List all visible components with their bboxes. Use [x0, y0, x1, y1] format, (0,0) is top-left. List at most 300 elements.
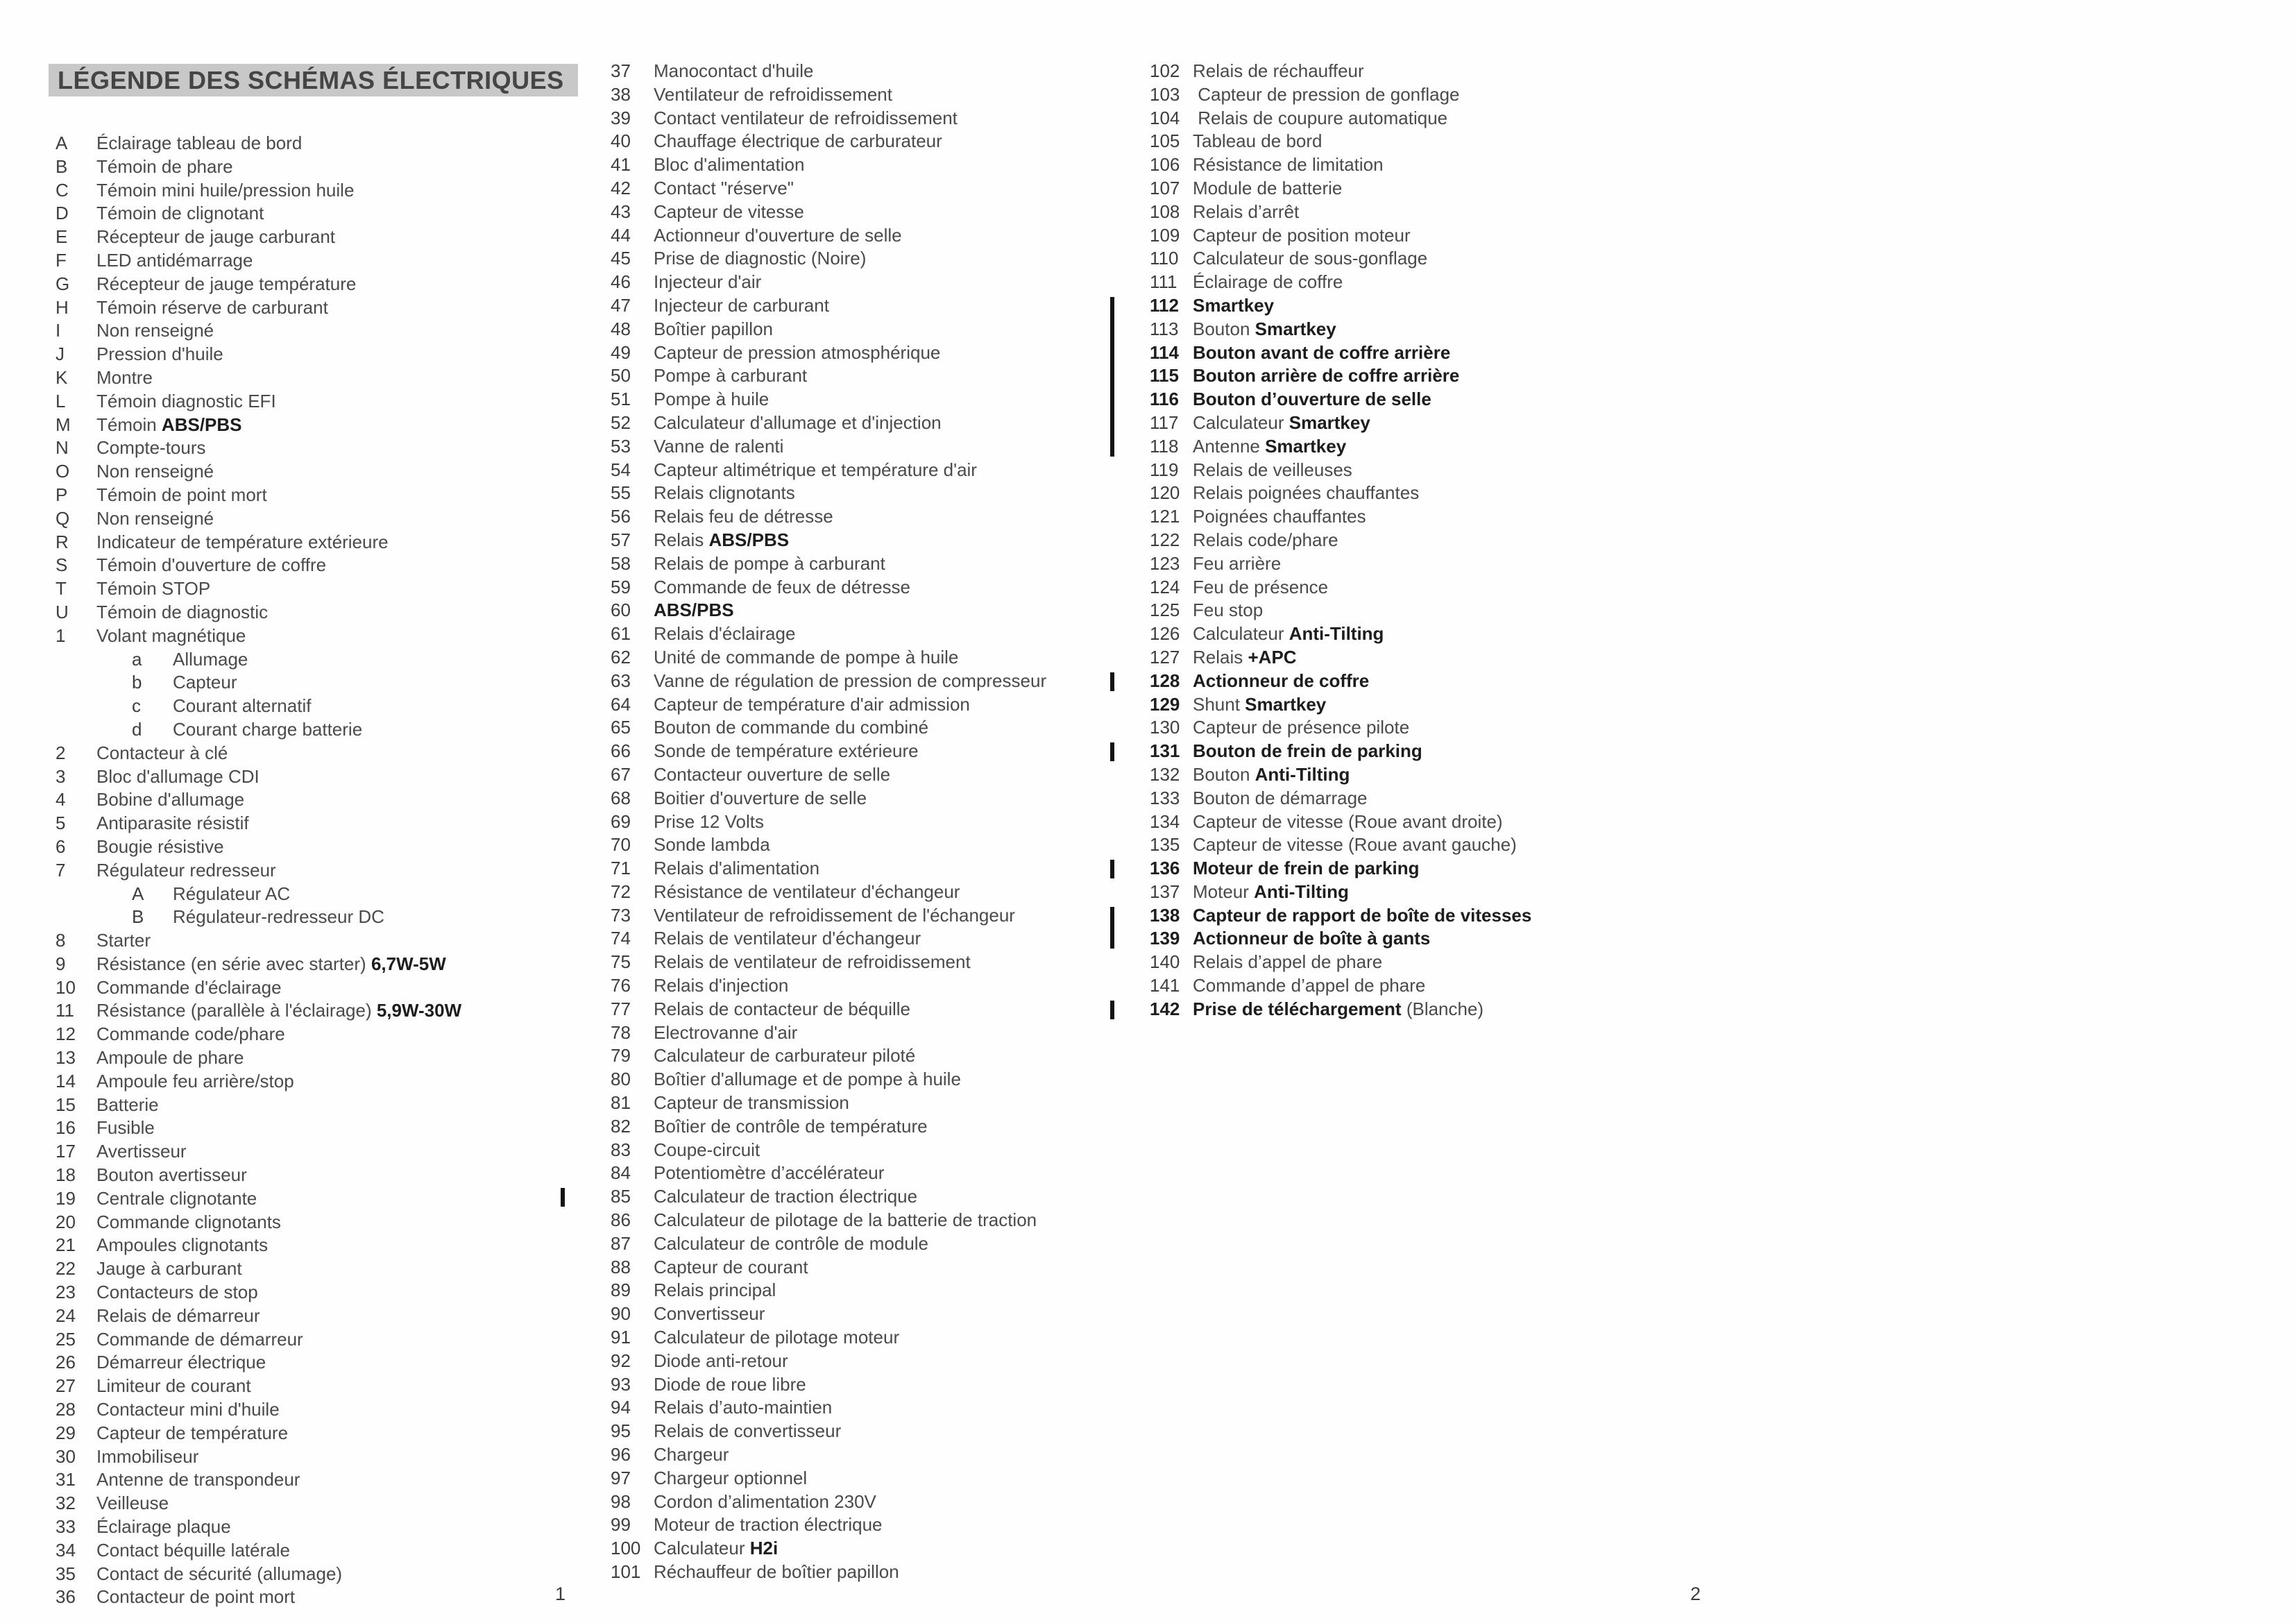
legend-item-79: [611, 1044, 1138, 1068]
item-number: 128: [1150, 670, 1180, 691]
item-number: 50: [611, 365, 631, 386]
item-label: Témoin de point mort: [96, 484, 267, 505]
item-number: 46: [611, 271, 631, 293]
item-number: 90: [611, 1303, 631, 1325]
legend-item-128: [1150, 670, 1691, 693]
item-label: Ampoule feu arrière/stop: [96, 1070, 294, 1091]
item-label: Shunt Smartkey: [1193, 693, 1327, 715]
item-label: Contact de sécurité (allumage): [96, 1563, 343, 1584]
legend-item-26: [56, 1351, 583, 1375]
item-label: Bougie résistive: [96, 835, 224, 857]
item-number: 108: [1150, 201, 1180, 222]
legend-item-R: [56, 531, 583, 554]
item-label: Contact "réserve": [654, 177, 794, 198]
item-label: Contact ventilateur de refroidissement: [654, 107, 958, 128]
legend-item-A: [56, 132, 583, 155]
item-number: 7: [56, 859, 66, 881]
item-label: Capteur de position moteur: [1193, 224, 1411, 246]
legend-item-6: [56, 835, 583, 859]
item-number: 64: [611, 693, 631, 715]
item-label: Ventilateur de refroidissement de l'échangeur: [654, 904, 1015, 926]
item-number: D: [56, 203, 69, 224]
legend-item-94: [611, 1396, 1138, 1420]
legend-item-B: [56, 155, 583, 179]
item-number: 43: [611, 201, 631, 222]
item-label: Antenne Smartkey: [1193, 435, 1347, 457]
item-number: R: [56, 531, 69, 552]
item-label: Compte-tours: [96, 437, 206, 459]
legend-item-11: [56, 999, 583, 1023]
legend-item-95: [611, 1420, 1138, 1443]
legend-item-116: [1150, 388, 1691, 411]
item-label: Allumage: [173, 648, 248, 670]
legend-item-124: [1150, 576, 1691, 600]
legend-item-46: [611, 271, 1138, 294]
legend-item-139: [1150, 927, 1691, 951]
item-label: Relais d'injection: [654, 975, 789, 996]
item-label: Bloc d'alimentation: [654, 154, 805, 176]
legend-item-105: [1150, 130, 1691, 153]
item-number: 131: [1150, 740, 1180, 762]
item-number: 3: [56, 765, 66, 787]
item-number: 106: [1150, 154, 1180, 176]
item-number: 32: [56, 1493, 76, 1514]
item-label: Coupe-circuit: [654, 1139, 760, 1160]
item-label: Contacteurs de stop: [96, 1282, 258, 1303]
item-label: Témoin diagnostic EFI: [96, 390, 276, 411]
item-number: 87: [611, 1232, 631, 1254]
item-label: Relais d'alimentation: [654, 858, 820, 879]
legend-item-T: [56, 577, 583, 601]
item-label: Poignées chauffantes: [1193, 506, 1366, 527]
item-label: Éclairage plaque: [96, 1516, 231, 1538]
item-number: d: [132, 718, 142, 740]
item-label: Bouton Smartkey: [1193, 318, 1336, 339]
item-label: Capteur de transmission: [654, 1092, 849, 1114]
legend-item-102: [1150, 60, 1691, 83]
item-number: 45: [611, 248, 631, 269]
item-number: K: [56, 366, 68, 388]
legend-item-I: [56, 319, 583, 343]
item-number: 10: [56, 976, 76, 998]
legend-item-131: [1150, 740, 1691, 763]
item-label: Prise de diagnostic (Noire): [654, 248, 867, 269]
item-label: Injecteur de carburant: [654, 294, 829, 316]
item-label: Feu arrière: [1193, 552, 1282, 574]
change-bar: [1110, 367, 1114, 391]
item-label: Relais d’appel de phare: [1193, 951, 1383, 973]
item-label: Feu stop: [1193, 600, 1264, 621]
item-label: Récepteur de jauge carburant: [96, 226, 336, 248]
item-label: Jauge à carburant: [96, 1258, 242, 1280]
item-number: 77: [611, 998, 631, 1019]
item-label: Calculateur de carburateur piloté: [654, 1045, 916, 1067]
item-number: 85: [611, 1186, 631, 1207]
item-number: 17: [56, 1141, 76, 1162]
legend-item-70: [611, 833, 1138, 857]
item-label: Capteur de pression de gonflage: [1193, 83, 1460, 105]
item-label: Boîtier d'allumage et de pompe à huile: [654, 1069, 961, 1090]
legend-item-K: [56, 366, 583, 390]
legend-item-85: [611, 1185, 1138, 1209]
page-number-right: 2: [1690, 1583, 1701, 1604]
legend-item-15: [56, 1094, 583, 1117]
item-label: Bouton de frein de parking: [1193, 740, 1422, 762]
legend-item-41: [611, 153, 1138, 177]
legend-item-E: [56, 226, 583, 249]
legend-item-127: [1150, 646, 1691, 670]
item-label: Convertisseur: [654, 1303, 765, 1325]
item-number: 125: [1150, 600, 1180, 621]
item-label: Témoin ABS/PBS: [96, 414, 242, 435]
item-label: Contacteur de point mort: [96, 1586, 296, 1608]
item-number: 119: [1150, 459, 1179, 480]
item-label: Boitier d'ouverture de selle: [654, 787, 867, 808]
legend-item-65: [611, 716, 1138, 740]
item-number: 114: [1150, 341, 1179, 363]
legend-item-20: [56, 1211, 583, 1234]
legend-item-120: [1150, 482, 1691, 505]
item-number: O: [56, 461, 70, 482]
item-number: 98: [611, 1490, 631, 1512]
legend-column-1: [56, 132, 583, 1609]
item-label: Témoin de phare: [96, 155, 233, 177]
legend-item-89: [611, 1279, 1138, 1302]
legend-item-101: [611, 1561, 1138, 1584]
item-label: Relais de ventilateur de refroidissement: [654, 951, 971, 973]
item-number: 54: [611, 459, 631, 480]
legend-item-75: [611, 951, 1138, 974]
change-bar: [1110, 321, 1114, 345]
legend-item-Q: [56, 507, 583, 531]
item-label: Relais de convertisseur: [654, 1420, 842, 1442]
legend-item-110: [1150, 247, 1691, 271]
legend-item-40: [611, 130, 1138, 153]
change-bar: [1110, 907, 1114, 931]
page-number-left: 1: [555, 1583, 566, 1604]
item-label: Calculateur d'allumage et d'injection: [654, 411, 942, 433]
item-number: 49: [611, 341, 631, 363]
item-number: A: [132, 883, 144, 904]
legend-item-60: [611, 599, 1138, 622]
item-number: 78: [611, 1021, 631, 1043]
legend-item-61: [611, 622, 1138, 646]
item-label: Vanne de régulation de pression de compresseur: [654, 670, 1047, 691]
legend-item-108: [1150, 201, 1691, 224]
legend-item-28: [56, 1398, 583, 1422]
legend-item-81: [611, 1091, 1138, 1115]
item-number: 88: [611, 1256, 631, 1277]
legend-item-114: [1150, 341, 1691, 365]
legend-item-22: [56, 1257, 583, 1281]
legend-item-73: [611, 904, 1138, 928]
legend-item-47: [611, 294, 1138, 318]
legend-item-104: [1150, 107, 1691, 130]
item-label: Relais clignotants: [654, 482, 795, 504]
legend-item-H: [56, 296, 583, 320]
item-label: Commande d'éclairage: [96, 976, 282, 998]
item-label: LED antidémarrage: [96, 249, 253, 271]
legend-item-56: [611, 505, 1138, 529]
item-number: 121: [1150, 506, 1180, 527]
item-number: 61: [611, 623, 631, 645]
item-label: Commande de feux de détresse: [654, 576, 910, 597]
legend-item-25: [56, 1328, 583, 1352]
item-number: N: [56, 437, 69, 459]
legend-item-d: [56, 718, 583, 742]
item-number: 22: [56, 1258, 76, 1280]
item-label: Relais de réchauffeur: [1193, 60, 1364, 81]
legend-item-113: [1150, 318, 1691, 341]
item-number: 142: [1150, 998, 1180, 1019]
change-bar: [1110, 1001, 1114, 1019]
item-label: Capteur altimétrique et température d'air: [654, 459, 977, 480]
legend-item-50: [611, 364, 1138, 388]
item-number: 30: [56, 1445, 76, 1467]
item-label: Chargeur optionnel: [654, 1467, 808, 1488]
page-title: LÉGENDE DES SCHÉMAS ÉLECTRIQUES: [49, 64, 578, 96]
change-bar: [561, 1188, 565, 1207]
legend-item-36: [56, 1586, 583, 1609]
item-label: Moteur Anti-Tilting: [1193, 881, 1349, 902]
item-number: 118: [1150, 435, 1179, 457]
item-number: 93: [611, 1373, 631, 1395]
item-number: 116: [1150, 389, 1179, 410]
item-label: Éclairage de coffre: [1193, 271, 1343, 293]
item-number: 109: [1150, 224, 1180, 246]
item-label: Relais code/phare: [1193, 529, 1338, 550]
item-number: 141: [1150, 975, 1180, 996]
item-number: 6: [56, 835, 66, 857]
legend-item-134: [1150, 810, 1691, 834]
legend-item-135: [1150, 833, 1691, 857]
item-label: Résistance (parallèle à l'éclairage) 5,9W-30W: [96, 1000, 462, 1021]
item-number: 104: [1150, 107, 1180, 128]
legend-item-86: [611, 1209, 1138, 1232]
item-label: Régulateur redresseur: [96, 859, 276, 881]
legend-item-S: [56, 554, 583, 577]
item-label: Volant magnétique: [96, 624, 246, 646]
item-number: 81: [611, 1092, 631, 1114]
legend-item-122: [1150, 529, 1691, 552]
legend-item-32: [56, 1492, 583, 1515]
item-number: 42: [611, 177, 631, 198]
item-number: 31: [56, 1469, 76, 1490]
item-label: Moteur de frein de parking: [1193, 858, 1420, 879]
item-label: Veilleuse: [96, 1493, 169, 1514]
item-label: Indicateur de température extérieure: [96, 531, 389, 552]
item-number: 126: [1150, 623, 1180, 645]
item-number: C: [56, 179, 69, 201]
item-number: 52: [611, 411, 631, 433]
legend-item-82: [611, 1115, 1138, 1139]
item-number: 12: [56, 1023, 76, 1045]
legend-item-64: [611, 693, 1138, 717]
item-label: Bouton de commande du combiné: [654, 717, 929, 738]
item-number: 5: [56, 813, 66, 834]
item-label: Diode anti-retour: [654, 1350, 788, 1371]
legend-item-117: [1150, 411, 1691, 435]
item-number: B: [132, 906, 144, 928]
item-number: 95: [611, 1420, 631, 1442]
item-label: Relais +APC: [1193, 646, 1297, 668]
item-label: Témoin réserve de carburant: [96, 296, 328, 318]
item-number: 24: [56, 1305, 76, 1326]
item-label: Commande de démarreur: [96, 1328, 303, 1350]
legend-item-M: [56, 414, 583, 437]
legend-item-54: [611, 459, 1138, 482]
item-label: Pompe à carburant: [654, 365, 808, 386]
item-label: Calculateur H2i: [654, 1538, 779, 1559]
item-label: Relais ABS/PBS: [654, 529, 790, 550]
legend-item-G: [56, 273, 583, 296]
item-number: 38: [611, 83, 631, 105]
legend-item-C: [56, 179, 583, 203]
item-number: 69: [611, 810, 631, 832]
item-number: 29: [56, 1422, 76, 1443]
item-number: 80: [611, 1069, 631, 1090]
item-number: 127: [1150, 646, 1180, 668]
legend-item-137: [1150, 881, 1691, 904]
item-label: Relais de coupure automatique: [1193, 107, 1448, 128]
item-label: Bouton avant de coffre arrière: [1193, 341, 1451, 363]
item-label: Sonde de température extérieure: [654, 740, 919, 762]
legend-item-71: [611, 857, 1138, 881]
item-label: Démarreur électrique: [96, 1352, 266, 1373]
item-number: A: [56, 133, 68, 153]
item-label: Calculateur Smartkey: [1193, 411, 1370, 433]
legend-item-44: [611, 224, 1138, 248]
item-label: Résistance de limitation: [1193, 154, 1384, 176]
legend-item-29: [56, 1422, 583, 1445]
legend-item-132: [1150, 763, 1691, 787]
legend-item-13: [56, 1046, 583, 1070]
legend-item-76: [611, 974, 1138, 998]
item-number: 66: [611, 740, 631, 762]
legend-item-31: [56, 1468, 583, 1492]
legend-item-83: [611, 1139, 1138, 1162]
item-number: 60: [611, 600, 631, 621]
item-label: Capteur: [173, 672, 237, 693]
item-number: 94: [611, 1397, 631, 1418]
item-label: Éclairage tableau de bord: [96, 133, 303, 153]
item-number: L: [56, 390, 66, 411]
item-label: Fusible: [96, 1117, 155, 1139]
item-number: 8: [56, 930, 66, 951]
legend-item-N: [56, 436, 583, 460]
item-label: Unité de commande de pompe à huile: [654, 646, 959, 668]
legend-item-140: [1150, 951, 1691, 974]
item-label: Bobine d'allumage: [96, 789, 245, 810]
item-label: Contacteur ouverture de selle: [654, 763, 891, 785]
legend-item-D: [56, 202, 583, 226]
legend-item-58: [611, 552, 1138, 576]
legend-item-98: [611, 1490, 1138, 1514]
item-number: 113: [1150, 318, 1179, 339]
item-number: 102: [1150, 60, 1180, 81]
item-number: Q: [56, 507, 70, 529]
item-label: Témoin de clignotant: [96, 203, 264, 224]
item-number: I: [56, 320, 61, 341]
item-number: 37: [611, 60, 631, 81]
legend-item-67: [611, 763, 1138, 787]
item-number: M: [56, 414, 71, 435]
item-label: Commande d’appel de phare: [1193, 975, 1426, 996]
legend-item-23: [56, 1281, 583, 1305]
item-number: 34: [56, 1539, 76, 1561]
legend-item-4: [56, 788, 583, 812]
item-label: Vanne de ralenti: [654, 435, 784, 457]
legend-item-B: [56, 906, 583, 929]
item-label: Prise 12 Volts: [654, 810, 764, 832]
item-number: 99: [611, 1514, 631, 1536]
item-label: Manocontact d'huile: [654, 60, 814, 81]
item-number: J: [56, 343, 65, 365]
item-label: Calculateur de traction électrique: [654, 1186, 918, 1207]
item-label: Bloc d'allumage CDI: [96, 765, 260, 787]
change-bar: [1110, 930, 1114, 949]
item-number: 139: [1150, 928, 1180, 949]
item-number: E: [56, 226, 68, 248]
item-label: Cordon d’alimentation 230V: [654, 1490, 876, 1512]
legend-item-78: [611, 1021, 1138, 1045]
legend-item-99: [611, 1513, 1138, 1537]
item-number: 75: [611, 951, 631, 973]
legend-item-21: [56, 1234, 583, 1257]
item-label: Contacteur mini d'huile: [96, 1399, 280, 1420]
legend-item-80: [611, 1068, 1138, 1091]
item-number: 2: [56, 742, 66, 763]
item-label: Pompe à huile: [654, 389, 769, 410]
item-label: Smartkey: [1193, 294, 1275, 316]
item-number: 55: [611, 482, 631, 504]
item-number: 51: [611, 389, 631, 410]
item-number: 138: [1150, 904, 1180, 926]
item-label: Courant charge batterie: [173, 718, 363, 740]
item-label: Bouton arrière de coffre arrière: [1193, 365, 1460, 386]
legend-item-14: [56, 1070, 583, 1094]
legend-item-27: [56, 1375, 583, 1398]
item-label: Contacteur à clé: [96, 742, 228, 763]
item-label: Non renseigné: [96, 461, 214, 482]
legend-item-106: [1150, 153, 1691, 177]
legend-item-119: [1150, 459, 1691, 482]
item-number: 134: [1150, 810, 1180, 832]
legend-item-126: [1150, 622, 1691, 646]
item-label: Montre: [96, 366, 153, 388]
item-label: ABS/PBS: [654, 600, 734, 621]
legend-item-92: [611, 1350, 1138, 1373]
legend-item-8: [56, 929, 583, 953]
item-label: Antiparasite résistif: [96, 813, 249, 834]
change-bar: [1110, 391, 1114, 415]
legend-item-91: [611, 1326, 1138, 1350]
change-bar: [1110, 742, 1114, 761]
legend-item-7: [56, 859, 583, 883]
item-number: 65: [611, 717, 631, 738]
item-label: Non renseigné: [96, 507, 214, 529]
item-number: 44: [611, 224, 631, 246]
legend-item-111: [1150, 271, 1691, 294]
item-label: Capteur de présence pilote: [1193, 717, 1410, 738]
item-label: Courant alternatif: [173, 695, 312, 717]
legend-item-a: [56, 648, 583, 672]
item-label: Avertisseur: [96, 1141, 187, 1162]
item-number: 103: [1150, 83, 1180, 105]
item-label: Module de batterie: [1193, 177, 1343, 198]
item-number: T: [56, 578, 67, 600]
item-number: S: [56, 554, 68, 576]
